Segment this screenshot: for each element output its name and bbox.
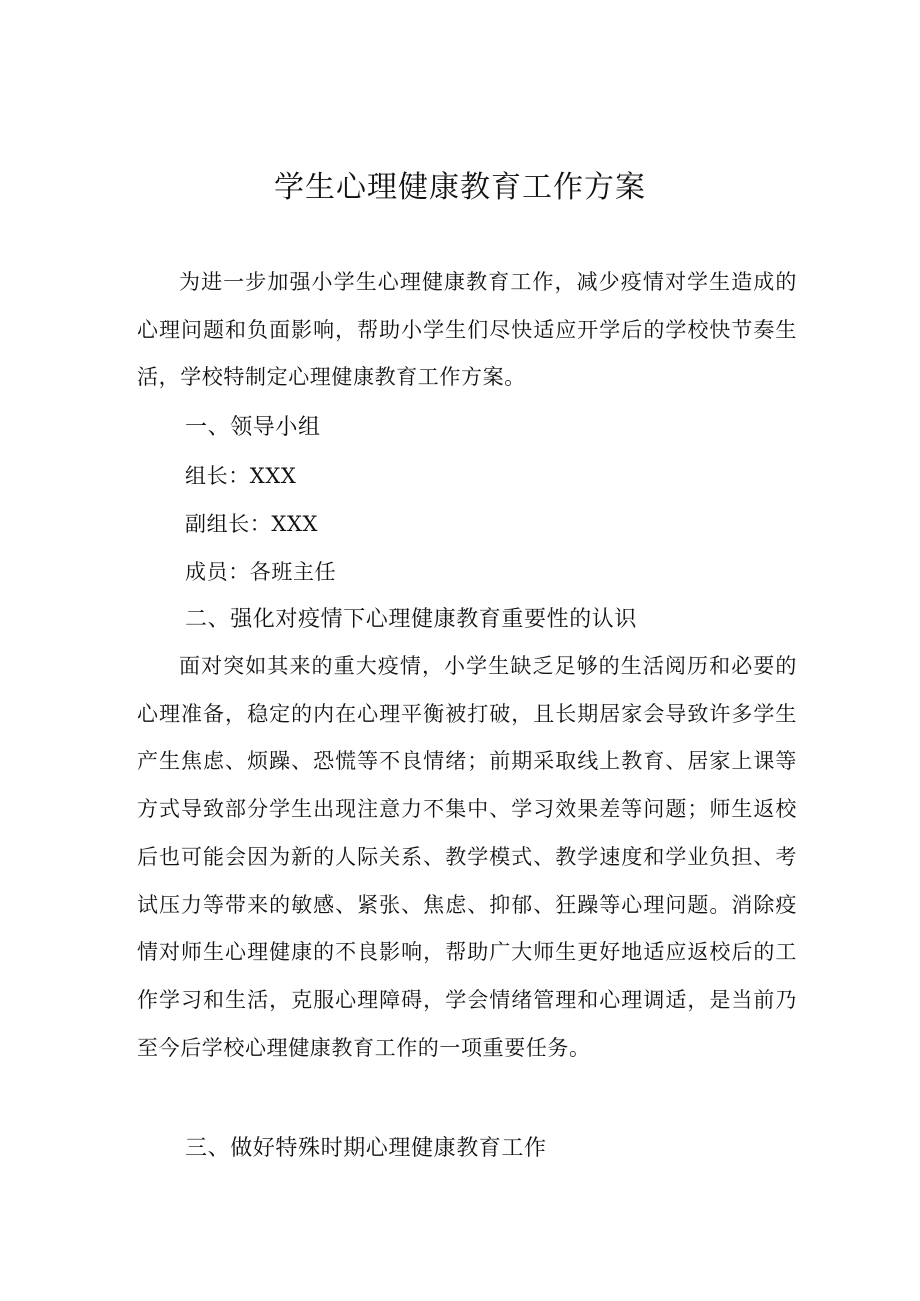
section-2-paragraph: 面对突如其来的重大疫情，小学生缺乏足够的生活阅历和必要的心理准备，稳定的内在心理平衡被打破，且长期居家会导致许多学生产生焦虑、烦躁、恐慌等不良情绪；前期采取线上教育、居家上课等方式导致部分学生出现注意力不集中、学习效果差等问题；师生返校后也可能会因为新的人际关系、教学模式、教学速度和学业负担、考试压力等带来的敏感、紧张、焦虑、抑郁、狂躁等心理问题。消除疫情对师生心理健康的不良影响，帮助广大师生更好地适应返校后的工作学习和生活，克服心理障碍，学会情绪管理和心理调适，是当前乃至今后学校心理健康教育工作的一项重要任务。 [137,654,797,1060]
document-title: 学生心理健康教育工作方案 [274,170,646,205]
section-2-heading: 二、强化对疫情下心理健康教育重要性的认识 [185,607,638,632]
deputy-leader-line: 副组长：XXX [185,512,319,536]
members-line: 成员：各班主任 [185,560,337,584]
intro-paragraph: 为进一步加强小学生心理健康教育工作，减少疫情对学生造成的心理问题和负面影响，帮助小学生们尽快适应开学后的学校快节奏生活，学校特制定心理健康教育工作方案。 [137,270,797,390]
leader-line: 组长：XXX [185,464,297,488]
section-1-heading: 一、领导小组 [185,415,321,440]
section-3-heading: 三、做好特殊时期心理健康教育工作 [185,1136,547,1161]
